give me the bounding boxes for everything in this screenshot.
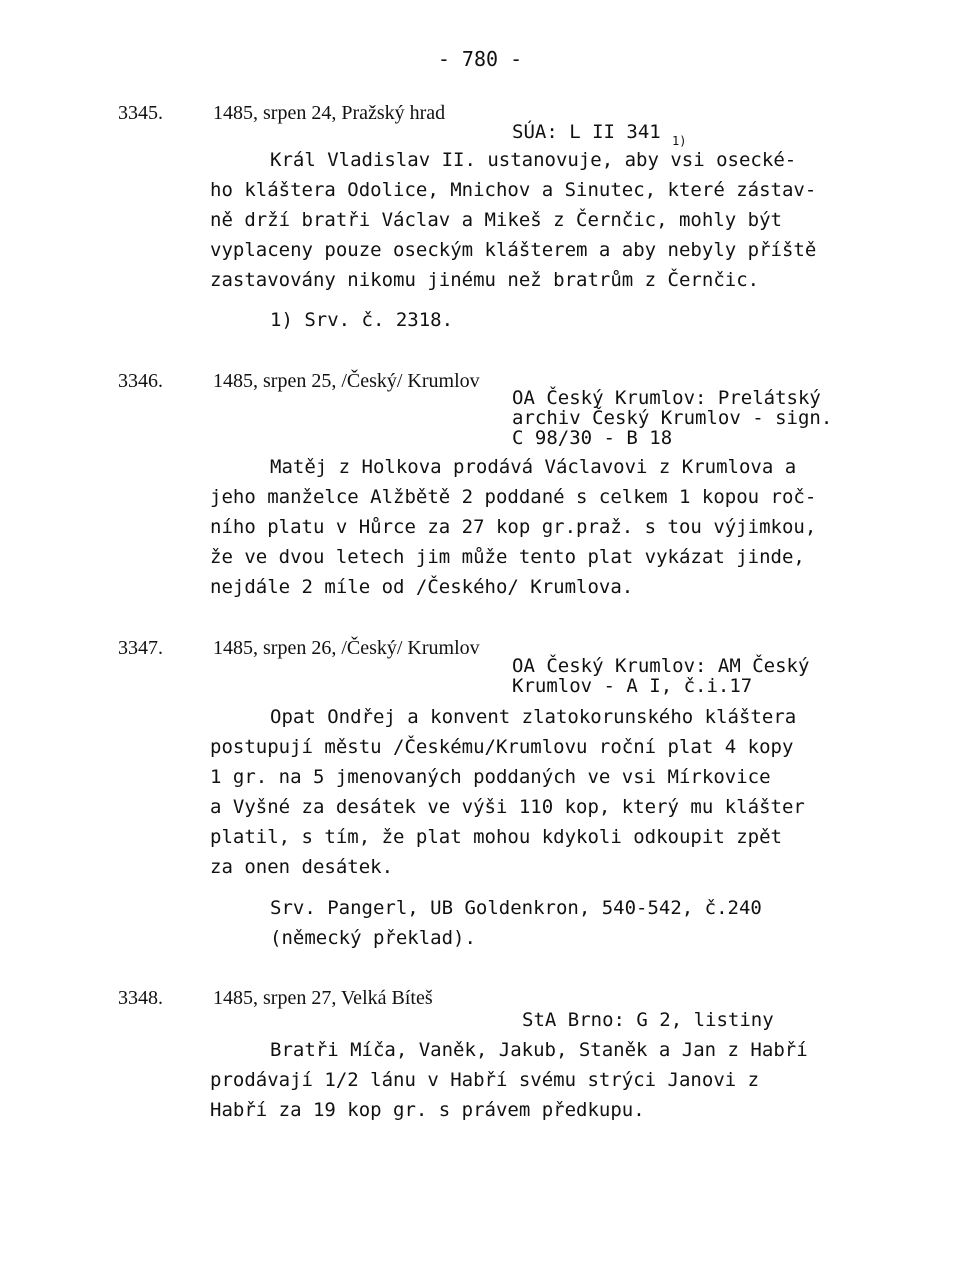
entry-source — [512, 656, 809, 696]
entry-date-place-text: 1485, srpen 24, Pražský hrad — [213, 102, 446, 124]
entry-number: 3348. — [118, 987, 163, 1009]
text-line: a Vyšné za desátek ve výši 110 kop, který mu klášter — [210, 796, 805, 818]
entry-number: 3345. — [118, 102, 163, 124]
text-line: ho kláštera Odolice, Mnichov a Sinutec, které zástav- — [210, 179, 817, 201]
text-line: Habří za 19 kop gr. s právem předkupu. — [210, 1099, 645, 1121]
text-line: zastavovány nikomu jinému než bratrům z Černčic. — [210, 269, 760, 291]
source-line: archiv Český Krumlov - sign. — [512, 407, 833, 429]
footnote: 1) Srv. č. 2318. — [270, 309, 454, 331]
text-line: ně drží bratři Václav a Mikeš z Černčic, mohly být — [210, 209, 782, 231]
text-line: vyplaceny pouze oseckým klášterem a aby nebyly příště — [210, 239, 817, 261]
page-number: - 780 - — [437, 47, 523, 71]
entry-date-place-text: 1485, srpen 25, /Český/ Krumlov — [213, 370, 480, 392]
reference-line: (německý překlad). — [270, 927, 476, 949]
entry-text — [210, 1035, 850, 1125]
entry-source — [522, 1010, 774, 1030]
text-line: Král Vladislav II. ustanovuje, aby vsi osecké- — [270, 149, 797, 171]
text-line: postupují městu /Českému/Krumlovu roční plat 4 kopy — [210, 736, 794, 758]
text-line: ního platu v Hůrce za 27 kop gr.praž. s tou výjimkou, — [210, 516, 817, 538]
text-line: 1 gr. na 5 jmenovaných poddaných ve vsi Mírkovice — [210, 766, 771, 788]
entry-text — [210, 134, 850, 295]
text-line: Opat Ondřej a konvent zlatokorunského kláštera — [270, 706, 797, 728]
source-line: SÚA: L II 341 — [512, 121, 661, 143]
entry-date-place — [213, 366, 480, 396]
source-line: OA Český Krumlov: AM Český — [512, 655, 810, 677]
entry-source — [512, 122, 661, 142]
source-line: Krumlov - A I, č.i.17 — [512, 675, 753, 697]
entry-source — [512, 388, 832, 448]
text-line: že ve dvou letech jim může tento plat vykázat jinde, — [210, 546, 805, 568]
entry-date-place — [213, 983, 433, 1013]
text-line: platil, s tím, že plat mohou kdykoli odkoupit zpět — [210, 826, 782, 848]
text-line: Matěj z Holkova prodává Václavovi z Krumlova a — [270, 456, 797, 478]
source-line: OA Český Krumlov: Prelátský — [512, 387, 821, 409]
entry-text — [210, 702, 850, 882]
text-line: Bratři Míča, Vaněk, Jakub, Staněk a Jan z Habří — [270, 1039, 808, 1061]
entry-date-place — [213, 633, 480, 663]
entry-text — [210, 452, 850, 602]
reference-line: Srv. Pangerl, UB Goldenkron, 540-542, č.240 — [270, 897, 762, 919]
source-line: C 98/30 - B 18 — [512, 427, 673, 449]
text-line-with-footnote: ně drží bratři Václav a Mikeš z Černčic, mohly být 1) — [210, 134, 782, 231]
text-line: prodávají 1/2 lánu v Habří svému strýci Janovi z — [210, 1069, 760, 1091]
text-line: jeho manželce Alžbětě 2 poddané s celkem 1 kopou roč- — [210, 486, 817, 508]
entry-date-place — [213, 98, 445, 128]
entry-date-place-text: 1485, srpen 27, Velká Bíteš — [213, 987, 433, 1009]
text-line: nejdále 2 míle od /Českého/ Krumlova. — [210, 576, 634, 598]
entry-number: 3347. — [118, 637, 163, 659]
entry-number: 3346. — [118, 370, 163, 392]
text-line: za onen desátek. — [210, 856, 394, 878]
entry-date-place-text: 1485, srpen 26, /Český/ Krumlov — [213, 637, 480, 659]
reference-note — [270, 893, 762, 953]
source-line: StA Brno: G 2, listiny — [522, 1009, 774, 1031]
